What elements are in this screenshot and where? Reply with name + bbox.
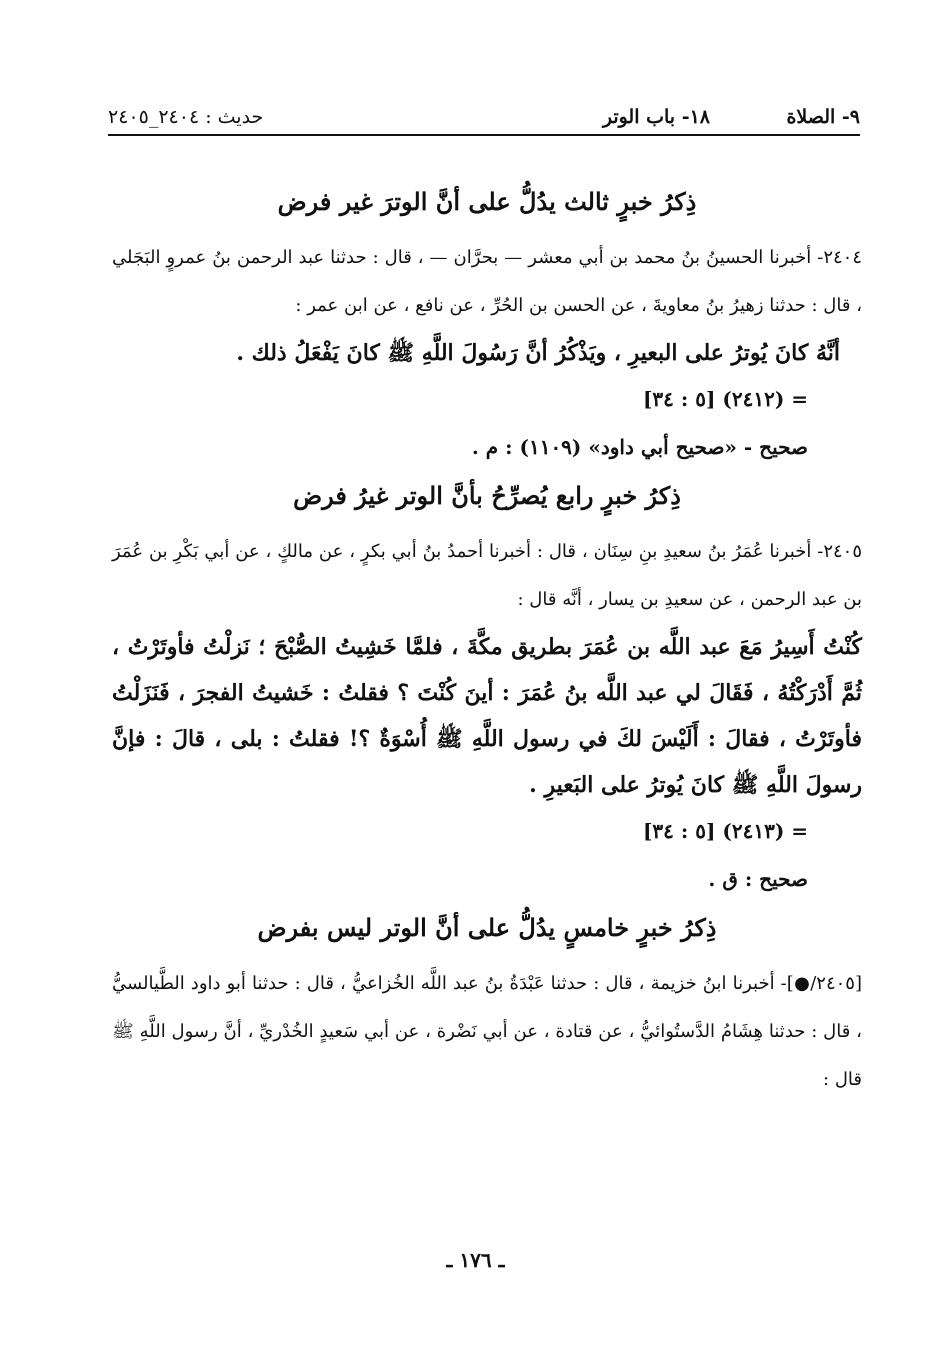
section-heading: ذِكرُ خبرٍ خامسٍ يدُلُّ على أنَّ الوتر ليس بفرض xyxy=(257,913,717,942)
hadith-block-2404 xyxy=(112,184,862,472)
cross-reference: = (٢٤١٣) [٥ : ٣٤] xyxy=(642,819,808,843)
grading-note: صحيح - «صحيح أبي داود» (١١٠٩) : م . xyxy=(471,435,808,459)
isnad-text: ٢٤٠٤- أخبرنا الحسينُ بنُ محمد بن أبي معشر — بحرَّان — ، قال : حدثنا عبد الرحمن بنُ عمروٍ البَجَلي ، قال : حدثنا زهيرُ بنُ معاويةَ ، عن الحسن بن الحُرِّ ، عن نافع ، عن ابن عمر : xyxy=(112,247,862,316)
matn-text: أنَّهُ كانَ يُوترُ على البعيرِ ، ويَذْكُرُ أنَّ رَسُولَ اللَّهِ ﷺ كانَ يَفْعَلُ ذلك . xyxy=(236,340,840,366)
isnad-text: ٢٤٠٥- أخبرنا عُمَرُ بنُ سعيدِ بنِ سِنَان ، قال : أخبرنا أحمدُ بنُ أبي بكرٍ ، عن مالكٍ ، عن أبي بَكْرِ بن عُمَرَ بن عبد الرحمن ، عن سعيدِ بن يسار ، أنَّه قال : xyxy=(112,541,862,610)
page-number: ـ ١٧٦ ـ xyxy=(446,1248,505,1272)
section-title: ١٨- باب الوتر xyxy=(602,106,710,128)
grading-note: صحيح : ق . xyxy=(708,867,808,891)
header-rule xyxy=(108,134,860,136)
running-head xyxy=(108,100,860,136)
section-heading: ذِكرُ خبرٍ ثالث يدُلُّ على أنَّ الوترَ غير فرض xyxy=(277,187,697,216)
cross-reference: = (٢٤١٢) [٥ : ٣٤] xyxy=(642,387,808,411)
section-heading: ذِكرُ خبرٍ رابع يُصرِّحُ بأنَّ الوتر غيرُ فرض xyxy=(293,481,681,510)
hadith-range: حديث : ٢٤٠٤_٢٤٠٥ xyxy=(108,106,264,128)
page-body xyxy=(112,178,862,1104)
hadith-block-2405-supplement xyxy=(112,910,862,1104)
isnad-text: [٢٤٠٥/●]- أخبرنا ابنُ خزيمة ، قال : حدثنا عَبْدَةُ بنُ عبد اللَّه الخُزاعيُّ ، قال : حدثنا أبو داود الطَّيالسيُّ ، قال : حدثنا هِشَامُ الدَّستُوائيُّ ، عن قتادة ، عن أبي نَضْرة ، عن أبي سَعيدٍ الخُدْريِّ ، أنَّ رسول اللَّهِ ﷺ قال : xyxy=(112,973,862,1090)
hadith-block-2405 xyxy=(112,478,862,904)
matn-text: كُنْتُ أَسِيرُ مَعَ عبد اللَّه بن عُمَرَ بطريق مكَّةَ ، فلمَّا خَشِيتُ الصُّبْحَ ؛ نَزلْتُ فأوتَرْتُ ، ثُمَّ أَدْرَكْتُهُ ، فَقَالَ لي عبد اللَّه بنُ عُمَرَ : أينَ كُنْتَ ؟ فقلتُ : خَشيتُ الفجرَ ، فَنَزَلْتُ فأوتَرْتُ ، فقالَ : أَلَيْسَ لكَ في رسول اللَّهِ ﷺ أُسْوَةٌ ؟! فقلتُ : بلى ، قالَ : فإنَّ رسولَ اللَّهِ ﷺ كانَ يُوترُ على البَعيرِ . xyxy=(112,634,862,798)
chapter-title: ٩- الصلاة xyxy=(786,106,860,128)
